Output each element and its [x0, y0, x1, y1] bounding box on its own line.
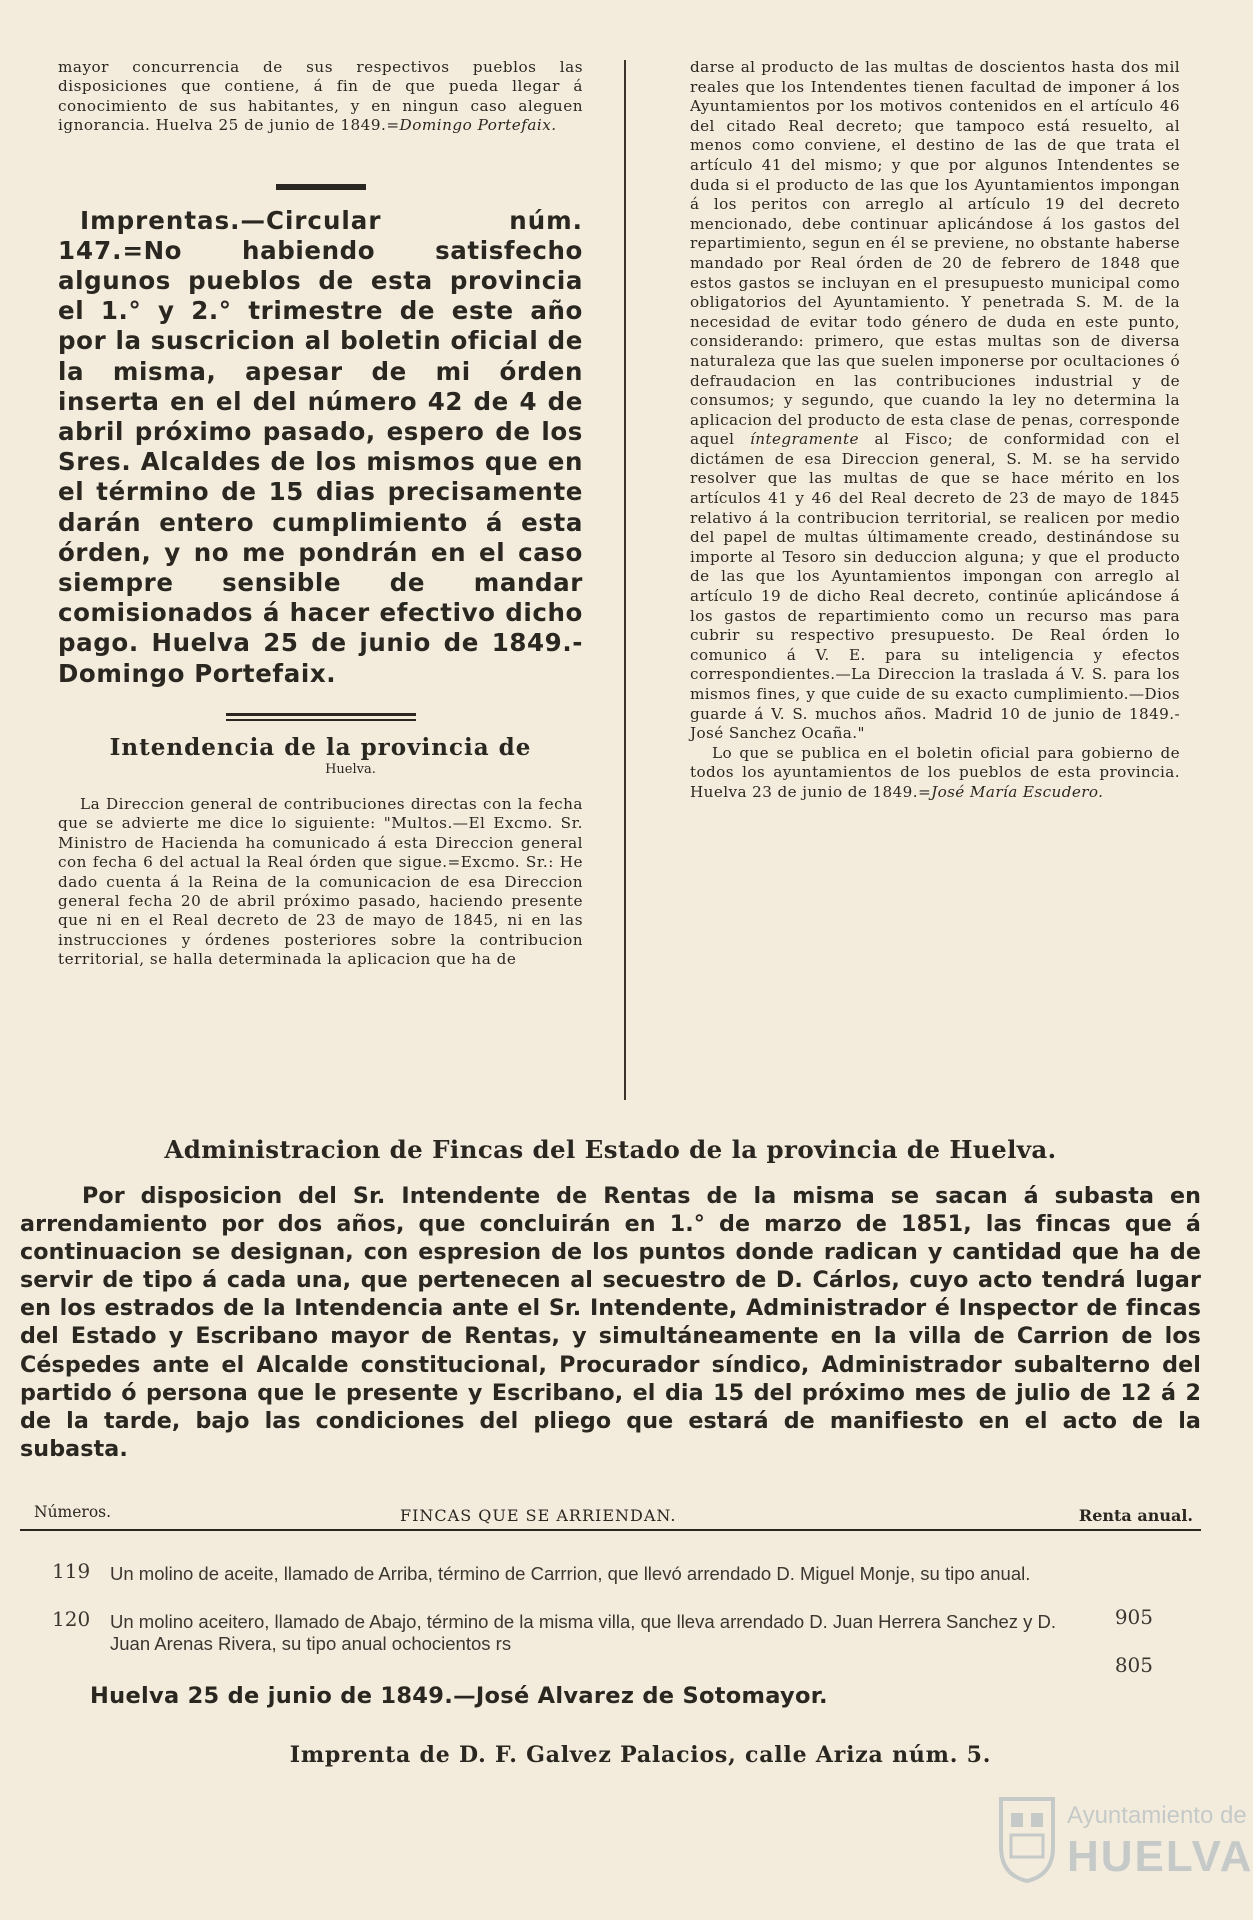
- watermark-line1: Ayuntamiento de: [1067, 1802, 1247, 1829]
- row-number: 120: [52, 1607, 91, 1631]
- intendencia-subtitle: Huelva.: [325, 761, 376, 777]
- ayuntamiento-watermark: [995, 1790, 1253, 1890]
- row-amount: 905: [1114, 1605, 1153, 1629]
- column-divider: [624, 60, 626, 1100]
- section-divider-double: [226, 713, 416, 721]
- row-description: Un molino de aceite, llamado de Arriba, término de Carrrion, que llevó arrendado D. Miguel Monje, su tipo anual.: [110, 1563, 1031, 1584]
- row-description: Un molino aceitero, llamado de Abajo, término de la misma villa, que lleva arrendado D. Juan Herrera Sanchez y D. Juan Arenas Rivera, su tipo anual ochocientos rs: [110, 1611, 1057, 1654]
- closing-signature: José María Escudero.: [931, 782, 1104, 801]
- opening-paragraph: mayor concurrencia de sus respectivos pueblos las disposiciones que contiene, á fin de que pueda llegar á conocimiento de sus habitantes, y en ningun caso aleguen ignorancia. Huelva 25 de junio de 1849.=Domingo Portefaix.: [58, 58, 583, 135]
- column-header-fincas: FINCAS QUE SE ARRIENDAN.: [400, 1506, 677, 1525]
- closing-paragraph: Lo que se publica en el boletin oficial para gobierno de todos los ayuntamientos de los pueblos de esta provincia. Huelva 23 de junio de 1849.=José María Escudero.: [690, 743, 1180, 801]
- right-column: [690, 58, 1180, 803]
- printer-imprint: Imprenta de D. F. Galvez Palacios, calle Ariza núm. 5.: [289, 1742, 992, 1768]
- opening-signature: Domingo Portefaix.: [399, 116, 557, 135]
- intendencia-title: Intendencia de la provincia de: [109, 733, 532, 761]
- coat-of-arms-icon: [995, 1795, 1059, 1883]
- circular-heading: Imprentas.—Circular núm. 147.: [58, 205, 583, 265]
- row-amount: 805: [1114, 1653, 1153, 1677]
- table-header: [20, 1503, 1201, 1531]
- real-orden-body: darse al producto de las multas de doscientos hasta dos mil reales que los Intendentes tienen facultad de imponer á los Ayuntamientos por los motivos contenidos en el artículo 46 del citado Real decreto; que tampoco está resuelto, al menos como conviene, el destino de las de que trata el artículo 41 del mismo; y que por algunos Intendentes se duda si el producto de las que los Ayuntamientos impongan á los peritos con arreglo al artículo 19 del decreto mencionado, debe continuar aplicándose á los gastos del repartimiento, segun en él se previene, no obstante haberse mandado por Real órden de 20 de febrero de 1848 que estos gastos se incluyan en el presupuesto municipal como obligatorios del Ayuntamiento. Y penetrada S. M. de la necesidad de evitar todo género de duda en este punto, considerando: primero, que estas multas son de diversa naturaleza que las que suelen imponerse por ocultaciones ó defraudacion en las contribuciones industrial y de consumos; y segundo, que cuando la ley no determina la aplicacion del producto de esta clase de penas, corresponde aquel íntegramente al Fisco; de conformidad con el dictámen de esa Direccion general, S. M. se ha servido resolver que las multas de que se hace mérito en los artículos 41 y 46 del Real decreto de 23 de mayo de 1845 relativo á la contribucion territorial, se realicen por medio del papel de multas últimamente creado, destinándose su importe al Tesoro sin deduccion alguna; y que el producto de las que los Ayuntamientos impongan con arreglo al artículo 19 de dicho Real decreto, continúe aplicándose á los gastos de repartimiento como un recurso mas para cubrir su respectivo presupuesto. De Real órden lo comunico á V. E. para su inteligencia y efectos correspondientes.—La Direccion la traslada á V. S. para los mismos fines, y que cuide de su exacto cumplimiento.—Dios guarde á V. S. muchos años. Madrid 10 de junio de 1849.-José Sanchez Ocaña.": [690, 58, 1180, 743]
- column-header-numeros: Números.: [34, 1503, 112, 1521]
- fincas-table: [20, 1560, 1201, 1680]
- left-column: [58, 58, 583, 970]
- circular-body: =No habiendo satisfecho algunos pueblos de esta provincia el 1.° y 2.° trimestre de este año por la suscricion al boletin oficial de la misma, apesar de mi órden inserta en el del número 42 de 4 de abril próximo pasado, espero de los Sres. Alcaldes de los mismos que en el término de 15 dias precisamente darán entero cumplimiento á esta órden, y no me pondrán en el caso siempre sensible de mandar comisionados á hacer efectivo dicho pago. Huelva 25 de junio de 1849.-Domingo Portefaix.: [58, 235, 583, 688]
- emphasis-integramente: íntegramente: [750, 430, 859, 449]
- subasta-notice: Por disposicion del Sr. Intendente de Rentas de la misma se sacan á subasta en arrendamiento por dos años, que concluirán en 1.° de marzo de 1851, las fincas que á continuacion se designan, con espresion de los puntos donde radican y cantidad que ha de servir de tipo á cada una, que pertenecen al secuestro de D. Cárlos, cuyo acto tendrá lugar en los estrados de la Intendencia ante el Sr. Intendente, Administrador é Inspector de fincas del Estado y Escribano mayor de Rentas, y simultáneamente en la villa de Carrion de los Céspedes ante el Alcalde constitucional, Procurador síndico, Administrador subalterno del partido ó persona que le presente y Escribano, el dia 15 del próximo mes de julio de 12 á 2 de la tarde, bajo las condiciones del pliego que estará de manifiesto en el acto de la subasta.: [20, 1183, 1201, 1462]
- watermark-line2: HUELVA: [1067, 1832, 1253, 1881]
- section-divider: [276, 184, 366, 190]
- column-header-renta: Renta anual.: [1078, 1506, 1193, 1525]
- intendencia-body: La Direccion general de contribuciones directas con la fecha que se advierte me dice lo siguiente: "Multos.—El Excmo. Sr. Ministro de Hacienda ha comunicado á esta Direccion general con fecha 6 del actual la Real órden que sigue.=Excmo. Sr.: He dado cuenta á la Reina de la comunicacion de esa Direccion general fecha 20 de abril próximo pasado, haciendo presente que ni en el Real decreto de 23 de mayo de 1845, ni en las instrucciones y órdenes posteriores sobre la contribucion territorial, se halla determinada la aplicacion que ha de: [58, 794, 583, 969]
- circular-147: [58, 206, 583, 689]
- administracion-title: Administracion de Fincas del Estado de la provincia de Huelva.: [164, 1135, 1057, 1164]
- administrator-signature: Huelva 25 de junio de 1849.—José Alvarez de Sotomayor.: [90, 1683, 828, 1709]
- row-number: 119: [52, 1559, 91, 1583]
